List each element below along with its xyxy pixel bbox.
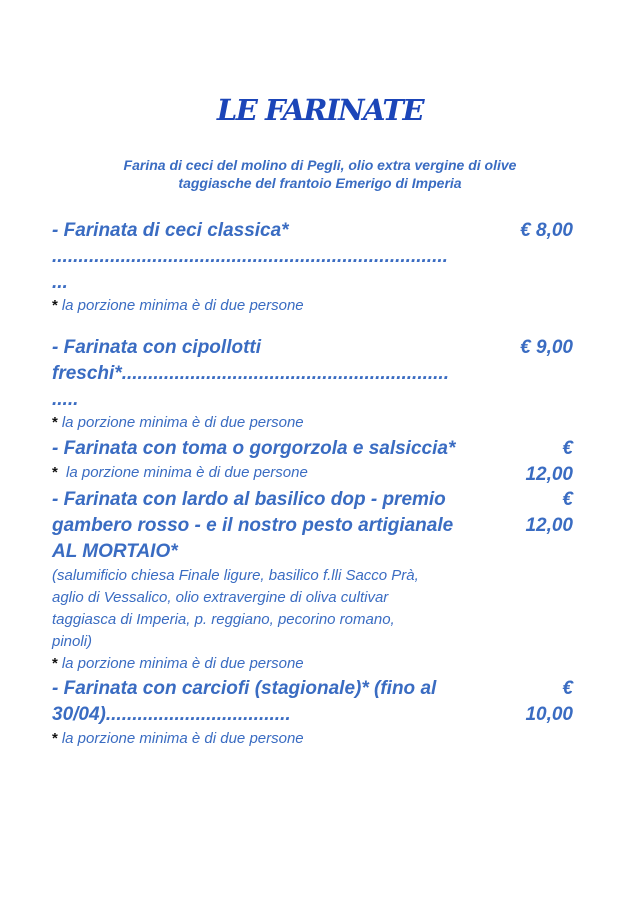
asterisk-icon: *: [52, 297, 58, 314]
menu-item-price-currency: €: [562, 489, 573, 510]
menu-item-name: gambero rosso - e il nostro pesto artigianale: [52, 515, 454, 536]
menu-item-price-currency: €: [562, 678, 573, 699]
menu-item-name: - Farinata con cipollotti: [52, 337, 262, 358]
menu-item-note-text: la porzione minima è di due persone: [61, 730, 304, 747]
menu-item-note: [52, 413, 304, 433]
menu-item-note-text: la porzione minima è di due persone: [61, 297, 304, 314]
menu-item-name: freschi*..............................................................: [52, 363, 449, 384]
menu-item-description: aglio di Vessalico, olio extravergine di oliva cultivar: [52, 589, 389, 606]
asterisk-icon: *: [52, 655, 58, 672]
asterisk-icon: *: [52, 730, 58, 747]
menu-item-note: [52, 729, 304, 749]
menu-item-name: - Farinata con carciofi (stagionale)* (fino al: [52, 678, 437, 699]
page-title: LE FARINATE: [216, 93, 424, 127]
menu-item-name: 30/04)...................................: [52, 704, 291, 725]
asterisk-icon: *: [52, 414, 58, 431]
menu-item-description: (salumificio chiesa Finale ligure, basilico f.lli Sacco Prà,: [52, 567, 419, 584]
menu-item-note-text: la porzione minima è di due persone: [61, 414, 304, 431]
menu-item-note-text: la porzione minima è di due persone: [61, 464, 308, 481]
menu-item-name: AL MORTAIO*: [52, 541, 178, 562]
subtitle-line: taggiasche del frantoio Emerigo di Imperia: [178, 175, 462, 191]
menu-item-name: - Farinata con toma o gorgorzola e salsiccia*: [52, 438, 456, 459]
menu-item-dots: ...: [52, 272, 68, 293]
menu-item-description: taggiasca di Imperia, p. reggiano, pecorino romano,: [52, 611, 395, 628]
menu-item-price-amount: 10,00: [525, 704, 573, 725]
subtitle-line: Farina di ceci del molino di Pegli, olio extra vergine di olive: [123, 157, 517, 173]
menu-item-price: € 8,00: [520, 220, 573, 241]
page-subtitle: [60, 156, 580, 192]
menu-item-note: [52, 654, 304, 674]
menu-item-note: [52, 296, 304, 316]
menu-item-dots: ...........................................................................: [52, 246, 448, 267]
menu-item-note-text: la porzione minima è di due persone: [61, 655, 304, 672]
menu-item-name: - Farinata di ceci classica*: [52, 220, 289, 241]
menu-item-price-amount: 12,00: [525, 464, 573, 485]
menu-item-name: - Farinata con lardo al basilico dop - premio: [52, 489, 446, 510]
menu-item-price-amount: 12,00: [525, 515, 573, 536]
menu-item-price-currency: €: [562, 438, 573, 459]
menu-item-note: [52, 463, 308, 483]
menu-item-dots: .....: [52, 389, 79, 410]
menu-item-price: € 9,00: [520, 337, 573, 358]
asterisk-icon: *: [52, 464, 58, 481]
menu-item-description: pinoli): [52, 633, 93, 650]
